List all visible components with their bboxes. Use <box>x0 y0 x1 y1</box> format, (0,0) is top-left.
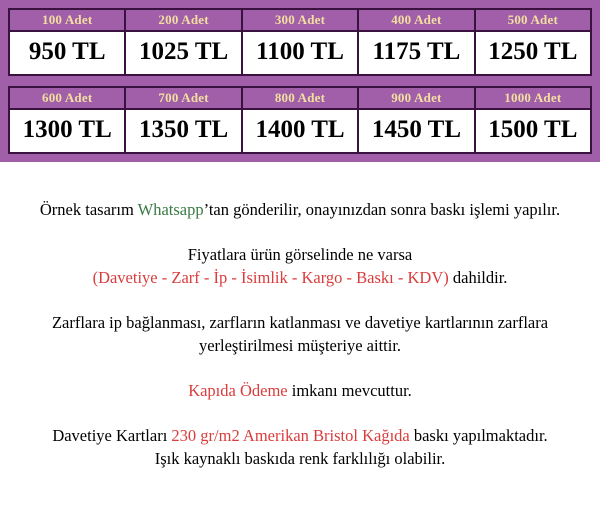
price-value: 1300 TL <box>22 116 112 143</box>
note-text: baskı yapılmaktadır. <box>409 426 548 445</box>
price-value: 1025 TL <box>139 38 229 65</box>
note-text: Işık kaynaklı baskıda renk farklılığı olabilir. <box>154 449 446 468</box>
price-value: 1350 TL <box>139 116 229 143</box>
note-text: dahildir. <box>448 268 508 287</box>
price-row <box>8 86 592 154</box>
quantity-label: 700 Adet <box>126 88 240 110</box>
price-value: 1400 TL <box>255 116 345 143</box>
included-items-highlight: (Davetiye - Zarf - İp - İsimlik - Kargo - Baskı - KDV) <box>92 268 449 287</box>
price-cell <box>359 88 475 152</box>
quantity-label: 800 Adet <box>243 88 357 110</box>
notes-section <box>0 162 600 470</box>
price-cell <box>476 10 590 74</box>
price-cell <box>476 88 590 152</box>
note-text: ’tan gönderilir, onayınızdan sonra baskı işlemi yapılır. <box>203 200 561 219</box>
price-value: 950 TL <box>28 38 106 65</box>
note-text: Örnek tasarım <box>39 200 138 219</box>
price-row <box>8 8 592 76</box>
price-cell <box>10 10 126 74</box>
paper-type-highlight: 230 gr/m2 Amerikan Bristol Kağıda <box>171 426 410 445</box>
pricing-table-panel <box>0 0 600 162</box>
note-paper-quality <box>12 424 588 470</box>
quantity-label: 400 Adet <box>359 10 473 32</box>
quantity-label: 500 Adet <box>476 10 590 32</box>
price-value: 1500 TL <box>488 116 578 143</box>
price-cell <box>126 10 242 74</box>
note-text: Fiyatlara ürün görselinde ne varsa <box>187 245 413 264</box>
price-value: 1450 TL <box>371 116 461 143</box>
note-text: imkanı mevcuttur. <box>287 381 412 400</box>
quantity-label: 200 Adet <box>126 10 240 32</box>
price-value: 1250 TL <box>488 38 578 65</box>
price-cell <box>243 10 359 74</box>
price-value: 1100 TL <box>256 38 344 65</box>
price-cell <box>10 88 126 152</box>
note-text: yerleştirilmesi müşteriye aittir. <box>198 336 402 355</box>
note-customer-responsibility <box>12 311 588 357</box>
note-sample-design <box>12 198 588 221</box>
note-included-items <box>12 243 588 289</box>
price-cell <box>126 88 242 152</box>
price-cell <box>243 88 359 152</box>
cash-on-delivery-highlight: Kapıda Ödeme <box>188 381 288 400</box>
quantity-label: 300 Adet <box>243 10 357 32</box>
quantity-label: 1000 Adet <box>476 88 590 110</box>
note-text: Zarflara ip bağlanması, zarfların katlanması ve davetiye kartlarının zarflara <box>51 313 549 332</box>
quantity-label: 600 Adet <box>10 88 124 110</box>
whatsapp-highlight: Whatsapp <box>137 200 204 219</box>
price-cell <box>359 10 475 74</box>
note-cash-on-delivery <box>12 379 588 402</box>
price-value: 1175 TL <box>372 38 461 65</box>
note-text: Davetiye Kartları <box>52 426 172 445</box>
quantity-label: 100 Adet <box>10 10 124 32</box>
quantity-label: 900 Adet <box>359 88 473 110</box>
